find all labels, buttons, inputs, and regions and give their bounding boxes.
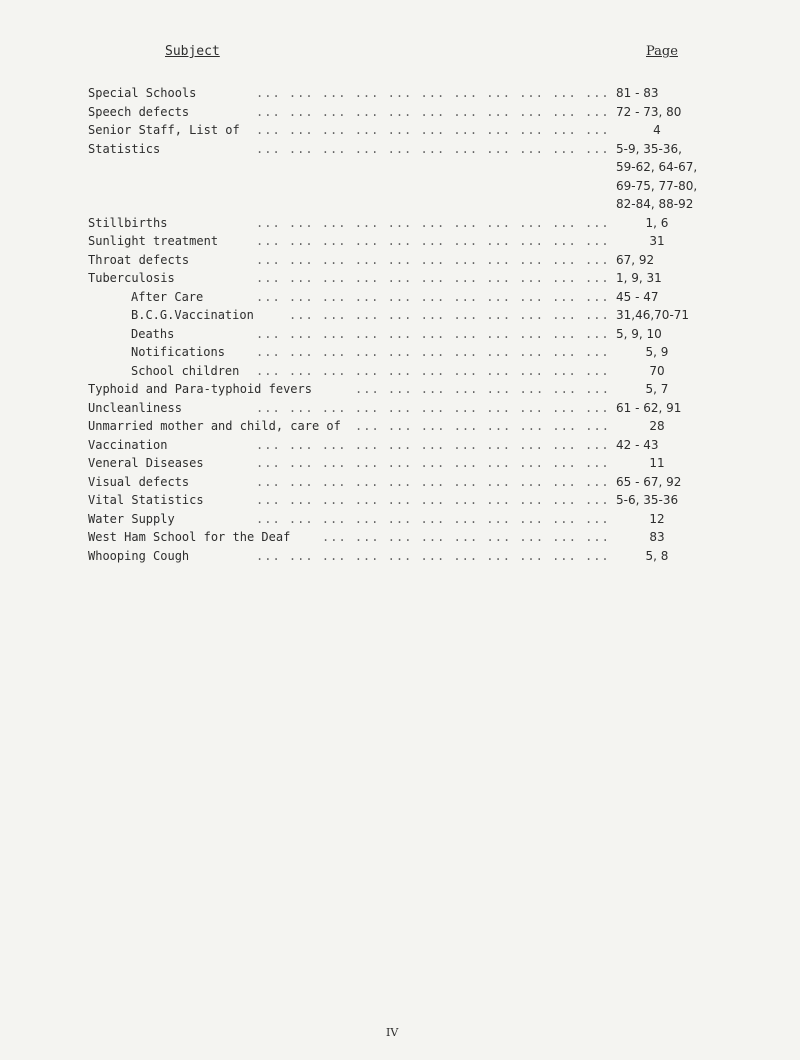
entry-subject: Statistics <box>88 141 161 156</box>
page-reference: 67, 92 <box>616 252 655 267</box>
dot-leader: ... ... ... ... ... ... ... ... ... ... ... <box>256 493 610 507</box>
index-entry <box>88 491 728 510</box>
entry-pages <box>616 306 689 325</box>
dot-leader: ... ... ... ... ... ... ... ... ... ... ... <box>256 326 610 341</box>
entry-pages <box>616 491 678 510</box>
entry-subject: After Care <box>131 289 204 304</box>
entry-pages <box>616 269 662 288</box>
dot-leader: ... ... ... ... ... ... ... ... ... ... <box>289 308 610 322</box>
page-reference: 5-9, 35-36, <box>616 141 682 156</box>
index-entry <box>88 417 728 436</box>
entry-subject: Stillbirths <box>88 215 168 230</box>
entry-subject: Special Schools <box>88 86 197 100</box>
page-reference: 11 <box>649 456 665 470</box>
entry-pages <box>616 417 698 436</box>
page-reference: 12 <box>649 511 665 526</box>
entry-pages <box>616 547 698 566</box>
index-entry <box>88 454 728 473</box>
entry-subject: Senior Staff, List of <box>88 123 240 137</box>
entry-subject: Whooping Cough <box>88 548 190 563</box>
entry-pages <box>616 103 681 122</box>
index-entry <box>88 343 728 362</box>
entry-pages <box>616 343 698 362</box>
dot-leader: ... ... ... ... ... ... ... ... ... ... ... <box>256 474 610 489</box>
dot-leader: ... ... ... ... ... ... ... ... ... ... ... <box>256 234 610 248</box>
dot-leader: ... ... ... ... ... ... ... ... ... ... ... <box>256 511 610 526</box>
entry-pages <box>616 232 698 251</box>
dot-leader: ... ... ... ... ... ... ... ... ... <box>322 530 610 544</box>
entry-pages <box>616 473 681 492</box>
dot-leader: ... ... ... ... ... ... ... ... ... ... ... <box>256 252 610 267</box>
index-entry <box>88 232 728 251</box>
dot-leader: ... ... ... ... ... ... ... ... ... ... ... <box>256 104 610 119</box>
page-reference: 82-84, 88-92 <box>616 197 694 211</box>
entry-pages <box>616 436 659 455</box>
entry-subject: Veneral Diseases <box>88 456 204 470</box>
page-column-header: Page <box>646 44 678 59</box>
index-entry <box>88 288 728 307</box>
page-reference: 59-62, 64-67, <box>616 160 698 174</box>
entry-pages <box>616 288 659 307</box>
dot-leader: ... ... ... ... ... ... ... ... ... ... ... <box>256 363 610 378</box>
index-entry <box>88 399 728 418</box>
entry-subject: Visual defects <box>88 474 190 489</box>
dot-leader: ... ... ... ... ... ... ... ... ... ... ... <box>256 548 610 563</box>
index-entry <box>88 84 728 103</box>
page-reference: 61 - 62, 91 <box>616 400 682 415</box>
page-reference: 5, 9 <box>645 345 669 359</box>
entry-pages <box>616 399 681 418</box>
page-reference: 1, 9, 31 <box>616 271 662 285</box>
dot-leader: ... ... ... ... ... ... ... ... ... ... ... <box>256 271 610 285</box>
page-reference: 83 <box>649 530 665 544</box>
entry-pages <box>616 214 698 233</box>
page-reference: 81 - 83 <box>616 86 659 100</box>
index-entry <box>88 510 728 529</box>
entry-pages <box>616 140 697 214</box>
index-entry <box>88 362 728 381</box>
entry-subject: Unmarried mother and child, care of <box>88 419 341 433</box>
page-number: IV <box>386 1026 399 1039</box>
entry-pages <box>616 121 698 140</box>
page-reference: 5, 9, 10 <box>616 326 662 341</box>
index-entry <box>88 436 728 455</box>
page-reference: 5, 7 <box>645 382 669 396</box>
index-entry <box>88 269 728 288</box>
entry-subject: School children <box>131 363 240 378</box>
page-reference: 70 <box>649 363 665 378</box>
entry-subject: Vital Statistics <box>88 493 204 507</box>
entry-pages <box>616 84 659 103</box>
dot-leader: ... ... ... ... ... ... ... ... ... ... ... <box>256 289 610 304</box>
dot-leader: ... ... ... ... ... ... ... ... ... ... ... <box>256 345 610 359</box>
index-entry <box>88 528 728 547</box>
entry-pages <box>616 325 662 344</box>
subject-column-header: Subject <box>165 44 220 59</box>
dot-leader: ... ... ... ... ... ... ... ... <box>355 419 610 433</box>
entry-subject: Water Supply <box>88 511 175 526</box>
entry-pages <box>616 380 698 399</box>
entry-subject: Vaccination <box>88 437 168 452</box>
index-entry <box>88 325 728 344</box>
entry-pages <box>616 510 698 529</box>
dot-leader: ... ... ... ... ... ... ... ... ... ... ... <box>256 456 610 470</box>
page-reference: 28 <box>649 419 665 433</box>
entry-subject: Deaths <box>131 326 175 341</box>
entry-subject: Sunlight treatment <box>88 234 219 248</box>
index-entry <box>88 251 728 270</box>
index-entry <box>88 214 728 233</box>
entry-subject: Uncleanliness <box>88 400 182 415</box>
dot-leader: ... ... ... ... ... ... ... ... ... ... ... <box>256 86 610 100</box>
index-entry <box>88 380 728 399</box>
index-entry <box>88 473 728 492</box>
entry-subject: Throat defects <box>88 252 190 267</box>
page-reference: 5-6, 35-36 <box>616 493 679 507</box>
page-reference: 69-75, 77-80, <box>616 178 698 193</box>
page-reference: 5, 8 <box>645 548 669 563</box>
page-reference: 42 - 43 <box>616 437 659 452</box>
index-entries <box>88 84 728 565</box>
page-reference: 45 - 47 <box>616 289 659 304</box>
page-reference: 65 - 67, 92 <box>616 474 682 489</box>
index-entry <box>88 121 728 140</box>
entry-subject: B.C.G.Vaccination <box>131 308 254 322</box>
entry-subject: Tuberculosis <box>88 271 175 285</box>
dot-leader: ... ... ... ... ... ... ... ... ... ... ... <box>256 215 610 230</box>
page-reference: 31 <box>649 234 665 248</box>
entry-pages <box>616 454 698 473</box>
page-reference: 31,46,70-71 <box>616 308 690 322</box>
entry-subject: Typhoid and Para-typhoid fevers <box>88 382 312 396</box>
dot-leader: ... ... ... ... ... ... ... ... ... ... ... <box>256 123 610 137</box>
dot-leader: ... ... ... ... ... ... ... ... <box>355 382 610 396</box>
dot-leader: ... ... ... ... ... ... ... ... ... ... ... <box>256 400 610 415</box>
index-entry <box>88 103 728 122</box>
entry-pages <box>616 362 698 381</box>
dot-leader: ... ... ... ... ... ... ... ... ... ... ... <box>256 141 610 156</box>
page-reference: 72 - 73, 80 <box>616 104 682 119</box>
dot-leader: ... ... ... ... ... ... ... ... ... ... ... <box>256 437 610 452</box>
page-reference: 1, 6 <box>645 215 669 230</box>
entry-subject: Speech defects <box>88 104 190 119</box>
entry-subject: West Ham School for the Deaf <box>88 530 291 544</box>
entry-pages <box>616 528 698 547</box>
index-entry <box>88 140 728 214</box>
entry-pages <box>616 251 654 270</box>
index-entry <box>88 547 728 566</box>
index-entry <box>88 306 728 325</box>
page-reference: 4 <box>653 123 661 137</box>
entry-subject: Notifications <box>131 345 225 359</box>
